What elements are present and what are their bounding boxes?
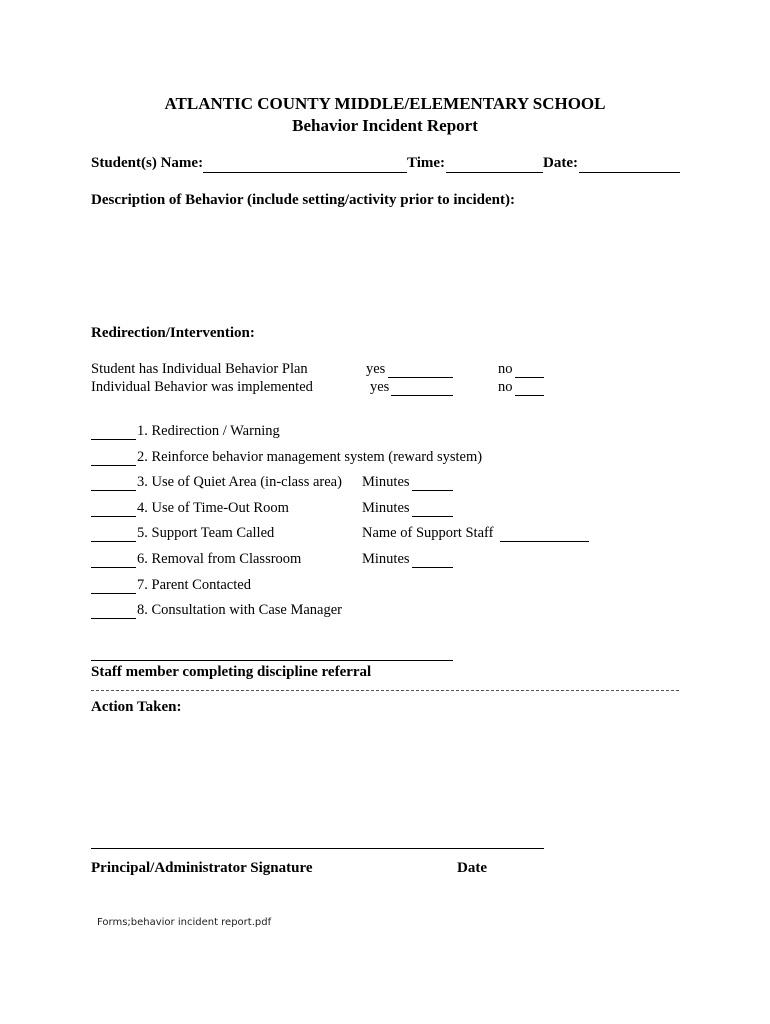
description-label: Description of Behavior (include setting/activity prior to incident): [91, 192, 515, 208]
behavior-plan-label: Student has Individual Behavior Plan [91, 361, 308, 377]
intervention-1-blank[interactable] [91, 439, 136, 440]
intervention-2-blank[interactable] [91, 465, 136, 466]
time-label: Time: [407, 155, 446, 171]
intervention-5-staff-label: Name of Support Staff [362, 525, 494, 541]
intervention-1-label: 1. Redirection / Warning [137, 423, 280, 439]
action-taken-label: Action Taken: [91, 699, 182, 715]
intervention-3-minutes-label: Minutes [362, 474, 410, 490]
intervention-5-blank[interactable] [91, 541, 136, 542]
intervention-4-minutes-field[interactable] [412, 516, 453, 517]
plan-implemented-yes: yes [370, 379, 390, 395]
staff-signature-line[interactable] [91, 660, 453, 661]
plan-implemented-yes-field[interactable] [391, 395, 453, 396]
intervention-4-blank[interactable] [91, 516, 136, 517]
intervention-6-blank[interactable] [91, 567, 136, 568]
intervention-7-label: 7. Parent Contacted [137, 577, 251, 593]
students-name-label: Student(s) Name: [91, 155, 204, 171]
behavior-plan-no: no [498, 361, 513, 377]
date-field[interactable] [579, 172, 680, 173]
intervention-3-minutes-field[interactable] [412, 490, 453, 491]
intervention-3-blank[interactable] [91, 490, 136, 491]
intervention-4-label: 4. Use of Time-Out Room [137, 500, 289, 516]
section-divider [91, 690, 679, 691]
redirection-heading: Redirection/Intervention: [91, 325, 255, 341]
students-name-field[interactable] [203, 172, 407, 173]
intervention-3-label: 3. Use of Quiet Area (in-class area) [137, 474, 342, 490]
signature-date-label: Date [457, 860, 487, 876]
staff-member-label: Staff member completing discipline referral [91, 664, 372, 680]
principal-signature-label: Principal/Administrator Signature [91, 860, 313, 876]
intervention-5-label: 5. Support Team Called [137, 525, 275, 541]
behavior-plan-no-field[interactable] [515, 377, 544, 378]
school-name: ATLANTIC COUNTY MIDDLE/ELEMENTARY SCHOOL [164, 94, 606, 113]
intervention-8-label: 8. Consultation with Case Manager [137, 602, 342, 618]
intervention-5-staff-field[interactable] [500, 541, 589, 542]
plan-implemented-no-field[interactable] [515, 395, 544, 396]
intervention-8-blank[interactable] [91, 618, 136, 619]
date-label: Date: [543, 155, 578, 171]
intervention-7-blank[interactable] [91, 593, 136, 594]
behavior-plan-yes: yes [366, 361, 386, 377]
plan-implemented-label: Individual Behavior was implemented [91, 379, 313, 395]
behavior-plan-yes-field[interactable] [388, 377, 453, 378]
report-title: Behavior Incident Report [292, 116, 478, 135]
intervention-6-label: 6. Removal from Classroom [137, 551, 302, 567]
intervention-6-minutes-label: Minutes [362, 551, 410, 567]
time-field[interactable] [446, 172, 543, 173]
principal-signature-line[interactable] [91, 848, 544, 849]
intervention-6-minutes-field[interactable] [412, 567, 453, 568]
intervention-4-minutes-label: Minutes [362, 500, 410, 516]
intervention-2-label: 2. Reinforce behavior management system (reward system) [137, 449, 483, 465]
footer-filename: Forms;behavior incident report.pdf [97, 917, 272, 928]
plan-implemented-no: no [498, 379, 513, 395]
